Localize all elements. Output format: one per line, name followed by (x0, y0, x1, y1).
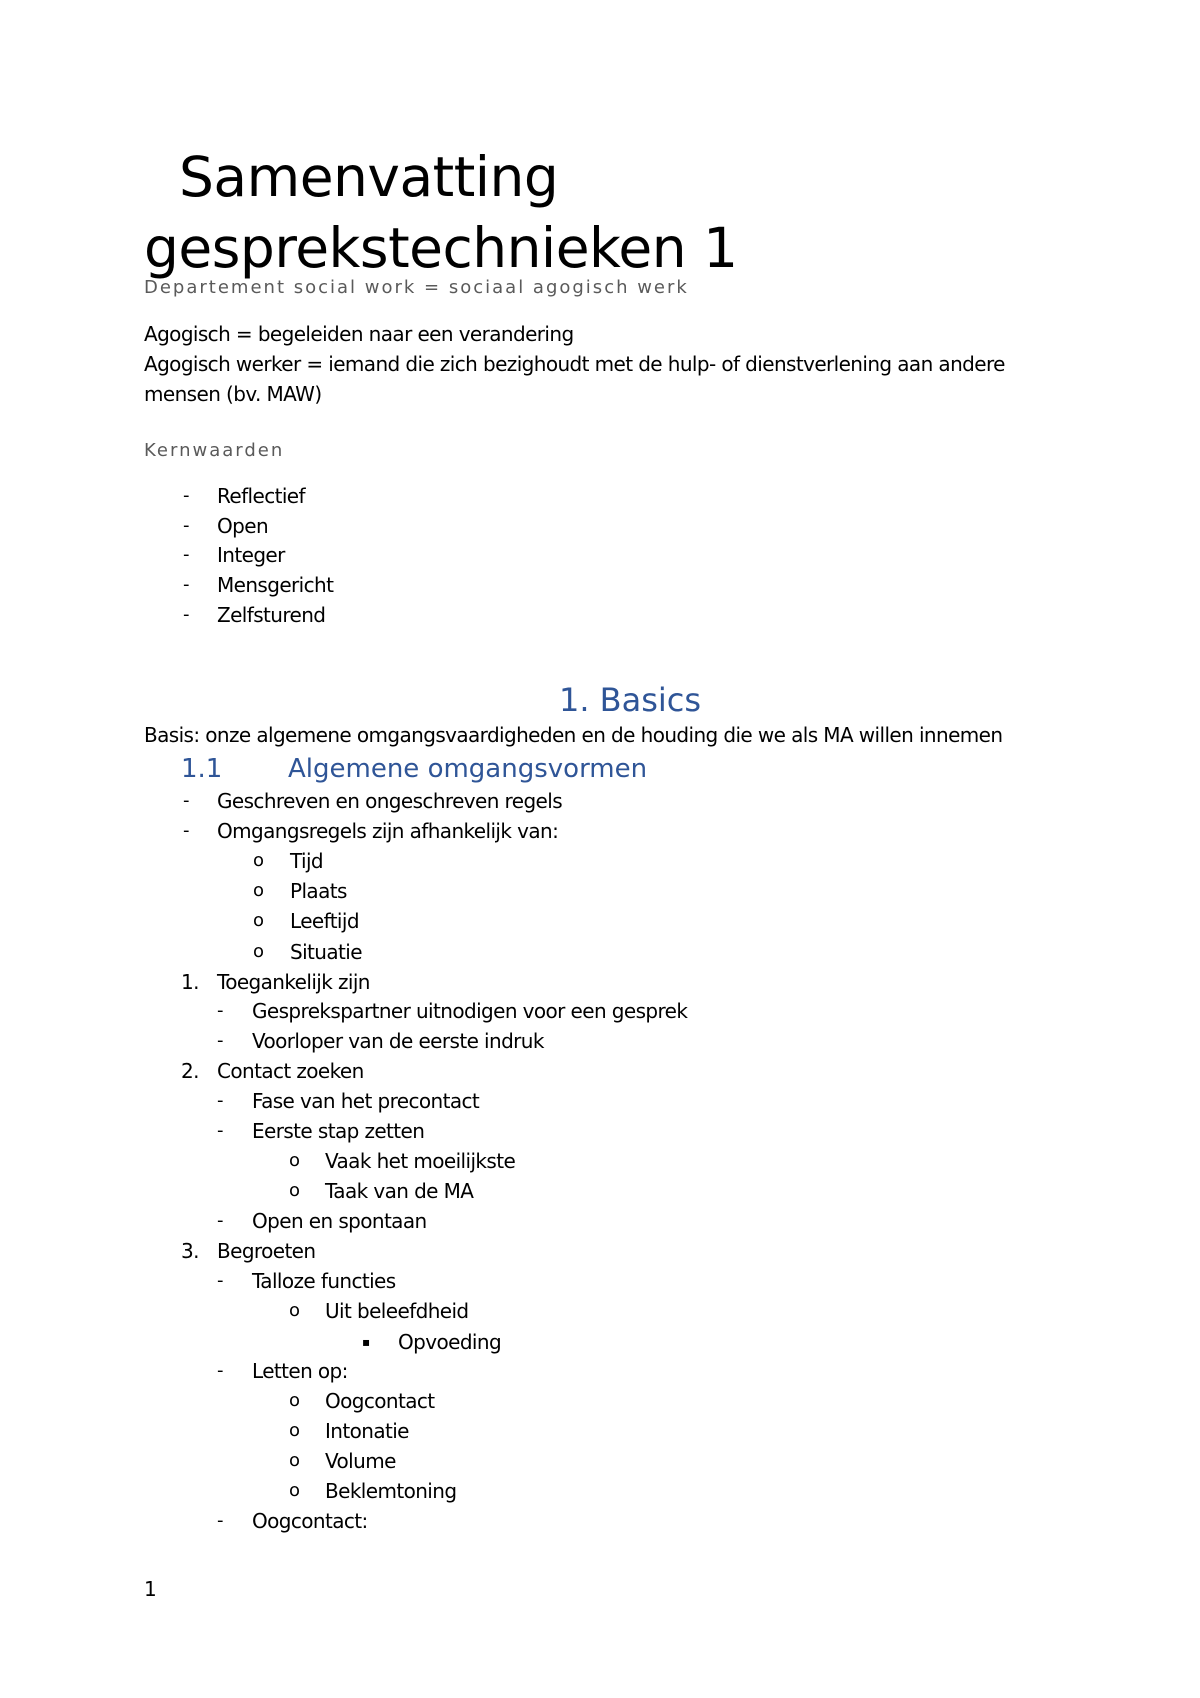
list-item (0, 1416, 1200, 1446)
intro-line-2: Agogisch werker = iemand die zich bezighoudt met de hulp- of dienstverlening aan andere mensen (bv. MAW) (144, 352, 1005, 406)
list-item-text: Vaak het moeilijkste (325, 1149, 516, 1173)
circle-bullet: o (289, 1300, 300, 1321)
circle-bullet: o (289, 1420, 300, 1441)
circle-bullet: o (289, 1480, 300, 1501)
circle-bullet: o (289, 1390, 300, 1411)
dash-bullet: - (217, 1510, 223, 1531)
list-item-text: Begroeten (217, 1239, 316, 1263)
circle-bullet: o (253, 941, 264, 962)
page-number: 1 (144, 1577, 157, 1601)
list-item (0, 1206, 1200, 1236)
intro-line-1: Agogisch = begeleiden naar een verandering (144, 322, 574, 346)
dash-bullet: - (183, 604, 189, 625)
list-item-text: Situatie (290, 940, 362, 964)
list-item (0, 1386, 1200, 1416)
list-item-text: Eerste stap zetten (252, 1119, 425, 1143)
list-item (0, 906, 1200, 936)
kernwaarde-label: Zelfsturend (217, 603, 326, 627)
list-item-text: Talloze functies (252, 1269, 396, 1293)
list-item (0, 1446, 1200, 1476)
dash-bullet: - (217, 1120, 223, 1141)
list-item-text: Gesprekspartner uitnodigen voor een gesprek (252, 999, 688, 1023)
kernwaarde-label: Reflectief (217, 484, 305, 508)
circle-bullet: o (289, 1150, 300, 1171)
list-item (0, 570, 1200, 600)
list-item (0, 1056, 1200, 1086)
title-line-1: Samenvatting (179, 145, 559, 209)
list-item (0, 511, 1200, 541)
circle-bullet: o (289, 1450, 300, 1471)
list-item-text: Voorloper van de eerste indruk (252, 1029, 544, 1053)
list-item (0, 937, 1200, 967)
list-item (0, 481, 1200, 511)
kernwaarde-label: Open (217, 514, 269, 538)
list-item-text: Open en spontaan (252, 1209, 427, 1233)
list-item-text: Leeftijd (290, 909, 359, 933)
circle-bullet: o (253, 850, 264, 871)
square-bullet: ▪ (362, 1335, 370, 1349)
list-item (0, 1236, 1200, 1266)
list-item (0, 1476, 1200, 1506)
list-item-text: Opvoeding (398, 1330, 502, 1354)
list-item (0, 846, 1200, 876)
subsection-title: Algemene omgangsvormen (288, 754, 648, 784)
document-title (144, 142, 738, 284)
dash-bullet: - (217, 1030, 223, 1051)
list-item (0, 540, 1200, 570)
dash-bullet: - (217, 1000, 223, 1021)
list-item-text: Tijd (290, 849, 324, 873)
list-item (0, 1327, 1200, 1357)
list-item-text: Taak van de MA (325, 1179, 474, 1203)
circle-bullet: o (289, 1180, 300, 1201)
list-item (0, 1266, 1200, 1296)
list-item-text: Volume (325, 1449, 396, 1473)
list-item (0, 1296, 1200, 1326)
dash-bullet: - (183, 790, 189, 811)
document-subtitle: Departement social work = sociaal agogisch werk (144, 277, 689, 298)
list-item (0, 996, 1200, 1026)
section-heading-basics: 1. Basics (558, 681, 702, 719)
dash-bullet: - (183, 515, 189, 536)
basis-paragraph: Basis: onze algemene omgangsvaardigheden en de houding die we als MA willen innemen (144, 723, 1003, 747)
number-marker: 1. (181, 970, 199, 994)
list-item-text: Toegankelijk zijn (217, 970, 370, 994)
list-item (0, 816, 1200, 846)
kernwaarden-heading: Kernwaarden (144, 440, 285, 461)
list-item-text: Fase van het precontact (252, 1089, 480, 1113)
list-item-text: Letten op: (252, 1359, 348, 1383)
list-item (0, 967, 1200, 997)
list-item (0, 1086, 1200, 1116)
list-item (0, 1146, 1200, 1176)
circle-bullet: o (253, 880, 264, 901)
list-item-text: Omgangsregels zijn afhankelijk van: (217, 819, 559, 843)
list-item-text: Oogcontact: (252, 1509, 368, 1533)
number-marker: 2. (181, 1059, 199, 1083)
list-item (0, 876, 1200, 906)
subsection-number: 1.1 (181, 754, 223, 784)
dash-bullet: - (183, 574, 189, 595)
list-item-text: Oogcontact (325, 1389, 435, 1413)
list-item (0, 1116, 1200, 1146)
list-item (0, 1506, 1200, 1536)
title-line-2: gesprekstechnieken 1 (144, 216, 738, 280)
dash-bullet: - (217, 1360, 223, 1381)
number-marker: 3. (181, 1239, 199, 1263)
list-item-text: Beklemtoning (325, 1479, 457, 1503)
dash-bullet: - (217, 1090, 223, 1111)
dash-bullet: - (183, 485, 189, 506)
dash-bullet: - (217, 1210, 223, 1231)
list-item-text: Geschreven en ongeschreven regels (217, 789, 563, 813)
dash-bullet: - (183, 544, 189, 565)
intro-paragraphs (144, 319, 1044, 409)
kernwaarde-label: Mensgericht (217, 573, 334, 597)
dash-bullet: - (217, 1270, 223, 1291)
circle-bullet: o (253, 910, 264, 931)
kernwaarde-label: Integer (217, 543, 285, 567)
list-item (0, 600, 1200, 630)
list-item-text: Intonatie (325, 1419, 409, 1443)
list-item (0, 1026, 1200, 1056)
dash-bullet: - (183, 820, 189, 841)
list-item-text: Contact zoeken (217, 1059, 364, 1083)
list-item-text: Plaats (290, 879, 347, 903)
list-item (0, 1176, 1200, 1206)
list-item (0, 1356, 1200, 1386)
list-item-text: Uit beleefdheid (325, 1299, 469, 1323)
list-item (0, 786, 1200, 816)
